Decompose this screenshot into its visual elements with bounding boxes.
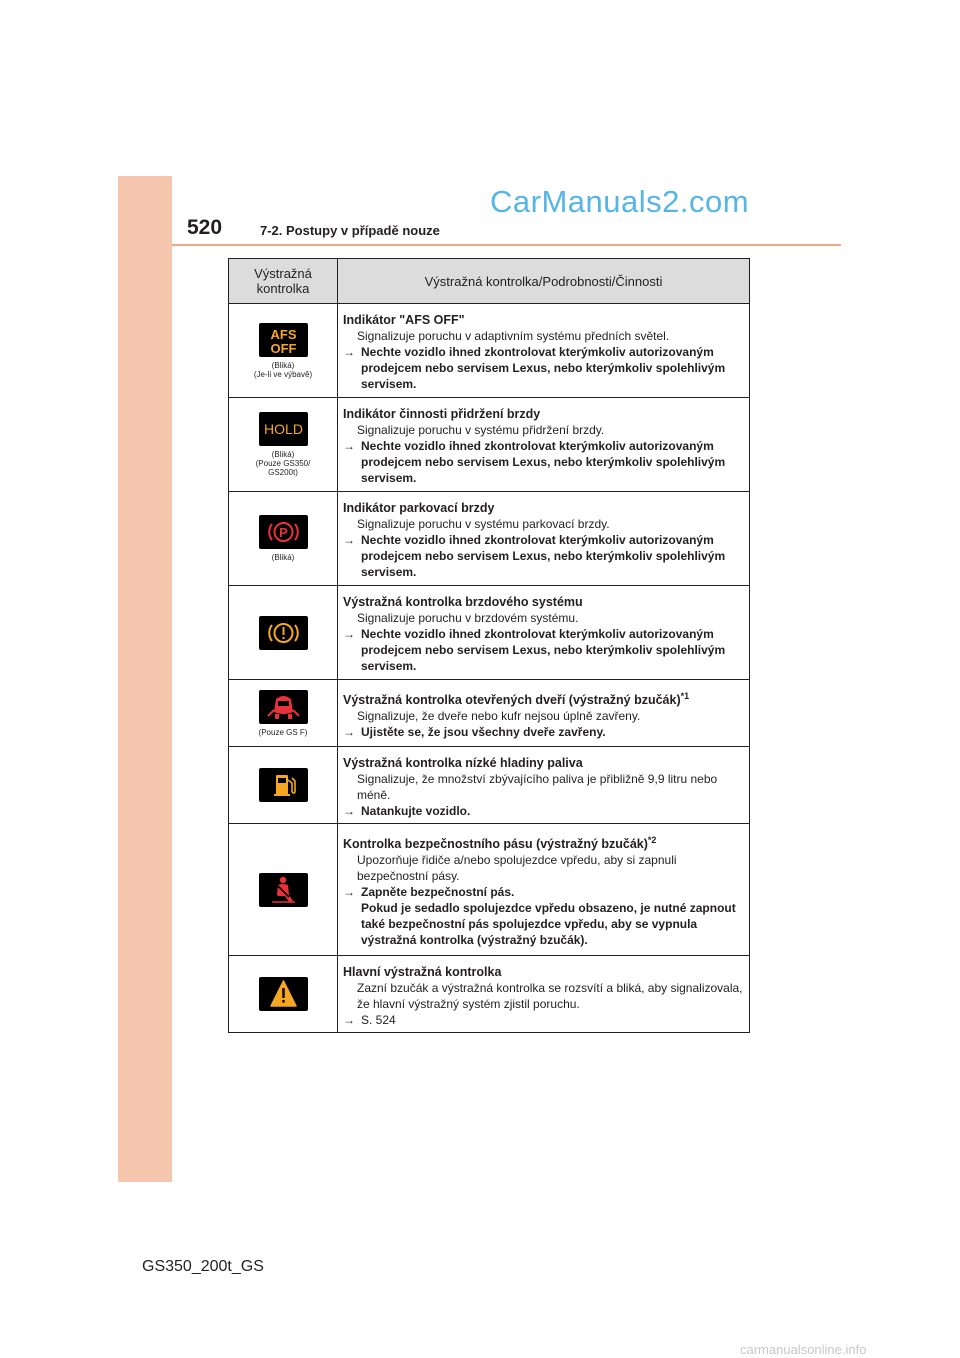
row-text: Signalizuje poruchu v brzdovém systému. xyxy=(357,611,579,625)
watermark-bottom: carmanualsonline.info xyxy=(740,1342,867,1357)
table-row xyxy=(229,492,750,586)
warning-lights-table xyxy=(228,258,750,1033)
row-action-sub: Pokud je sedadlo spolujezdce vpředu obsazeno, je nutné zapnout také bezpečnostní pás spolujezdce vpředu, aby se vypnula výstražná kontrolka (výstražný bzučák). xyxy=(361,901,736,948)
arrow-icon: → xyxy=(343,804,355,818)
arrow-icon: → xyxy=(343,1013,355,1027)
icon-cell xyxy=(229,398,338,492)
description-cell xyxy=(338,747,750,824)
icon-note-line: (Je-li ve výbavě) xyxy=(253,369,313,379)
table-header-row xyxy=(229,259,750,304)
row-action: → Ujistěte se, že jsou všechny dveře zavřeny. xyxy=(343,725,606,740)
door-open-icon xyxy=(259,690,308,724)
parking-brake-icon xyxy=(259,515,308,549)
page-reference-link[interactable]: → S. 524 xyxy=(343,1013,396,1027)
description-cell xyxy=(338,586,750,680)
column-header-details: Výstražná kontrolka/Podrobnosti/Činnosti xyxy=(338,259,750,304)
row-text: Signalizuje, že dveře nebo kufr nejsou úplně zavřeny. xyxy=(357,709,641,724)
row-text: Zazní bzučák a výstražná kontrolka se rozsvítí a bliká, aby signalizovala, že hlavní výstražný systém zjistil poruchu. xyxy=(357,981,743,1011)
icon-note-line: (Bliká) xyxy=(271,360,295,370)
table-row xyxy=(229,956,750,1033)
page-number: 520 xyxy=(187,216,223,239)
seatbelt-icon xyxy=(259,873,308,907)
fuel-icon xyxy=(259,768,308,802)
table-row xyxy=(229,680,750,747)
icon-cell xyxy=(229,586,338,680)
row-title: Hlavní výstražná kontrolka xyxy=(343,965,502,979)
table-row xyxy=(229,824,750,956)
icon-note xyxy=(231,553,335,562)
watermark-top: CarManuals2.com xyxy=(490,184,750,219)
afs-off-icon-line1: AFS xyxy=(270,326,296,342)
arrow-icon: → xyxy=(343,627,355,641)
row-text: Upozorňuje řidiče a/nebo spolujezdce vpředu, aby si zapnuli bezpečnostní pásy. xyxy=(357,853,677,884)
afs-off-icon-line2: OFF xyxy=(270,340,296,356)
icon-note xyxy=(231,361,335,379)
icon-note xyxy=(231,450,335,477)
icon-note-line: (Bliká) xyxy=(271,450,295,459)
row-action: → Zapněte bezpečnostní pás. xyxy=(343,885,515,900)
row-action: → Nechte vozidlo ihned zkontrolovat kterýmkoliv autorizovaným prodejcem nebo servisem Lexus, nebo kterýmkoliv spolehlivým servisem. xyxy=(343,627,726,673)
row-title: Indikátor činnosti přidržení brzdy xyxy=(343,407,541,421)
brake-system-icon xyxy=(259,616,308,650)
row-action: → Nechte vozidlo ihned zkontrolovat kterýmkoliv autorizovaným prodejcem nebo servisem Lexus, nebo kterýmkoliv spolehlivým servisem. xyxy=(343,439,726,485)
footer-model-code: GS350_200t_GS xyxy=(142,1258,264,1275)
svg-text:P: P xyxy=(278,525,288,540)
row-text: Signalizuje poruchu v systému přidržení brzdy. xyxy=(357,423,605,437)
table-row xyxy=(229,747,750,824)
description-cell xyxy=(338,304,750,398)
column-header-icon: Výstražná kontrolka xyxy=(229,259,338,304)
hold-icon-text: HOLD xyxy=(263,421,303,437)
arrow-icon: → xyxy=(343,439,355,453)
icon-cell xyxy=(229,680,338,747)
arrow-icon: → xyxy=(343,345,355,359)
icon-note-line: (Bliká) xyxy=(271,553,295,562)
icon-note-line: (Pouze GS350/ xyxy=(255,459,311,468)
icon-cell xyxy=(229,956,338,1033)
row-action: → Nechte vozidlo ihned zkontrolovat kterýmkoliv autorizovaným prodejcem nebo servisem Lexus, nebo kterýmkoliv spolehlivým servisem. xyxy=(343,533,726,579)
table-row xyxy=(229,304,750,398)
description-cell xyxy=(338,398,750,492)
description-cell xyxy=(338,956,750,1033)
row-action: → Natankujte vozidlo. xyxy=(343,804,471,818)
icon-cell xyxy=(229,304,338,398)
section-title: 7-2. Postupy v případě nouze xyxy=(260,223,440,238)
arrow-icon: → xyxy=(343,725,355,740)
row-action: → Nechte vozidlo ihned zkontrolovat kterýmkoliv autorizovaným prodejcem nebo servisem Lexus, nebo kterýmkoliv spolehlivým servisem. xyxy=(343,345,726,391)
icon-cell xyxy=(229,492,338,586)
row-title: Výstražná kontrolka otevřených dveří (výstražný bzučák)$^{*1}$ xyxy=(343,691,690,708)
row-title: Indikátor parkovací brzdy xyxy=(343,501,495,515)
description-cell xyxy=(338,824,750,956)
icon-note xyxy=(231,728,335,737)
icon-cell xyxy=(229,824,338,956)
arrow-icon: → xyxy=(343,533,355,547)
afs-off-icon xyxy=(259,323,308,357)
row-text: Signalizuje poruchu v adaptivním systému předních světel. xyxy=(357,329,670,343)
row-text: Signalizuje poruchu v systému parkovací brzdy. xyxy=(357,517,610,531)
row-title: Indikátor "AFS OFF" xyxy=(343,313,465,327)
row-title: Výstražná kontrolka nízké hladiny paliva xyxy=(343,756,583,770)
arrow-icon: → xyxy=(343,885,355,900)
description-cell xyxy=(338,492,750,586)
description-cell xyxy=(338,680,750,747)
row-text: Signalizuje, že množství zbývajícího paliva je přibližně 9,9 litru nebo méně. xyxy=(357,772,718,802)
table-row xyxy=(229,586,750,680)
hold-icon xyxy=(259,412,308,446)
icon-cell xyxy=(229,747,338,824)
footnote-marker: *1 xyxy=(680,691,690,701)
header-rule xyxy=(172,244,841,246)
row-title: Výstražná kontrolka brzdového systému xyxy=(343,595,583,609)
icon-note-line: (Pouze GS F) xyxy=(258,727,308,737)
master-warning-icon xyxy=(259,977,308,1011)
footnote-marker: *2 xyxy=(647,835,657,845)
table-row xyxy=(229,398,750,492)
row-title: Kontrolka bezpečnostního pásu (výstražný bzučák)$^{*2}$ xyxy=(343,835,657,852)
icon-note-line: GS200t) xyxy=(268,468,298,477)
chapter-sidebar-tab xyxy=(118,176,172,1182)
